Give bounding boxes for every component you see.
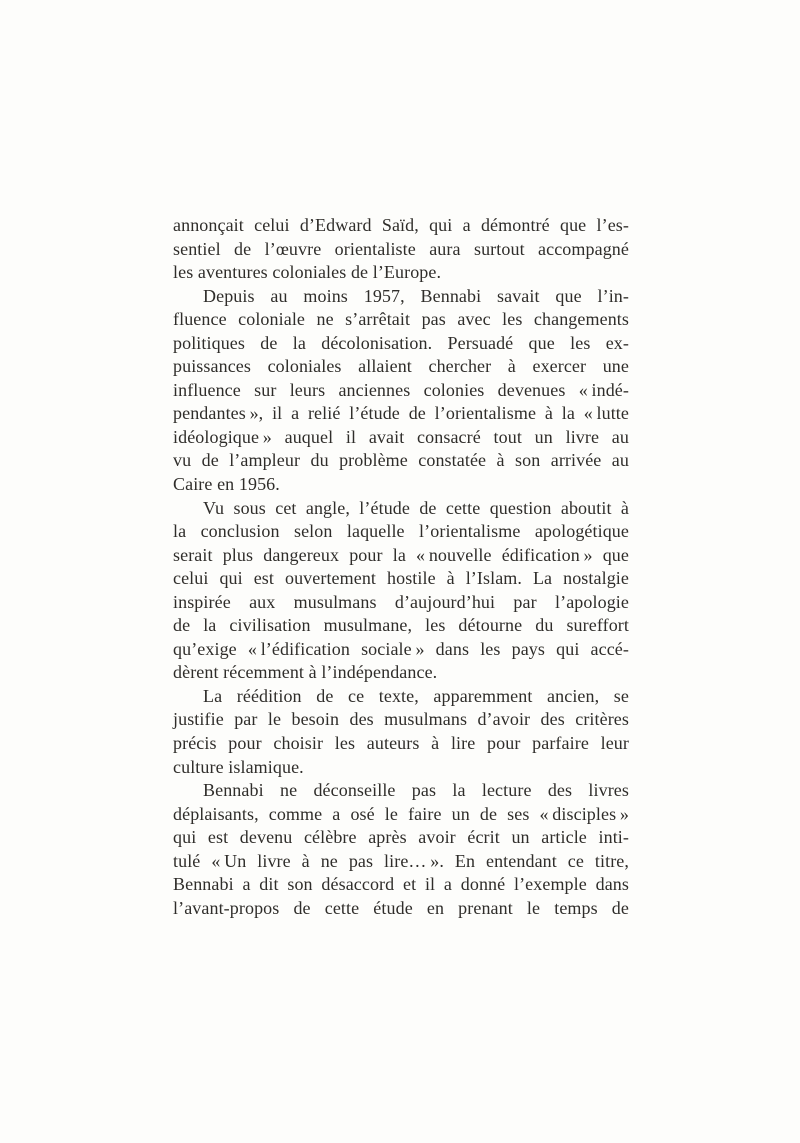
text-line: annonçait celui d’Edward Saïd, qui a démontré que l’es-: [173, 215, 629, 235]
text-line: sentiel de l’œuvre orientaliste aura surtout accompagné: [173, 238, 629, 259]
text-line: la conclusion selon laquelle l’orientalisme apologétique: [173, 521, 629, 542]
paragraph: [173, 497, 629, 685]
text-line: pendantes », il a relié l’étude de l’orientalisme à la « lutte: [173, 403, 629, 424]
text-line: précis pour choisir les auteurs à lire pour parfaire leur: [173, 733, 629, 754]
text-line: l’avant-propos de cette étude en prenant le temps de: [173, 897, 629, 918]
text-line: La réédition de ce texte, apparemment ancien, se: [203, 685, 629, 706]
text-line: justifie par le besoin des musulmans d’avoir des critères: [173, 709, 629, 730]
text-line: qui est devenu célèbre après avoir écrit un article inti-: [173, 827, 629, 848]
text-line: Caire en 1956.: [173, 474, 280, 495]
text-line: serait plus dangereux pour la « nouvelle édification » que: [173, 544, 629, 565]
text-line: inspirée aux musulmans d’aujourd’hui par l’apologie: [173, 591, 629, 612]
text-line: idéologique » auquel il avait consacré tout un livre au: [173, 426, 629, 447]
text-line: dèrent récemment à l’indépendance.: [173, 662, 438, 683]
paragraph: [173, 285, 629, 497]
text-line: fluence coloniale ne s’arrêtait pas avec les changements: [173, 309, 629, 330]
text-line: politiques de la décolonisation. Persuadé que les ex-: [173, 332, 629, 353]
text-line: les aventures coloniales de l’Europe.: [173, 262, 442, 283]
text-line: Depuis au moins 1957, Bennabi savait que l’in-: [203, 285, 629, 306]
text-line: qu’exige « l’édification sociale » dans les pays qui accé-: [173, 638, 629, 659]
text-line: vu de l’ampleur du problème constatée à son arrivée au: [173, 450, 629, 471]
text-line: de la civilisation musulmane, les détourne du sureffort: [173, 615, 629, 636]
text-line: influence sur leurs anciennes colonies devenues « indé-: [173, 379, 629, 400]
text-line: culture islamique.: [173, 756, 304, 777]
text-line: Vu sous cet angle, l’étude de cette question aboutit à: [203, 497, 629, 518]
paragraph: [173, 214, 629, 285]
text-line: Bennabi a dit son désaccord et il a donné l’exemple dans: [173, 874, 629, 895]
text-line: Bennabi ne déconseille pas la lecture des livres: [203, 780, 629, 801]
text-line: celui qui est ouvertement hostile à l’Islam. La nostalgie: [173, 568, 629, 589]
paragraph: [173, 685, 629, 779]
text-block: [173, 214, 629, 920]
paragraph: [173, 779, 629, 920]
text-line: déplaisants, comme a osé le faire un de ses « disciples »: [173, 803, 629, 824]
text-line: tulé « Un livre à ne pas lire… ». En entendant ce titre,: [173, 850, 629, 871]
text-line: puissances coloniales allaient chercher à exercer une: [173, 356, 629, 377]
